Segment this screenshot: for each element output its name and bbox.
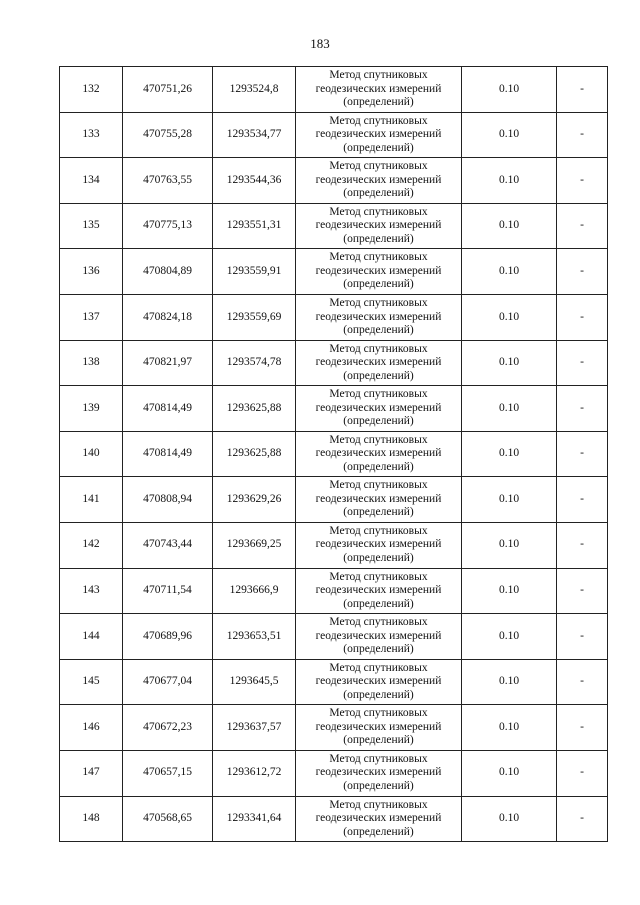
method-cell: Метод спутниковых геодезических измерений (определений): [296, 568, 462, 614]
point-number-cell: 133: [60, 112, 123, 158]
accuracy-cell: 0.10: [462, 659, 557, 705]
accuracy-cell: 0.10: [462, 568, 557, 614]
table-row: [60, 522, 608, 568]
point-number-cell: 143: [60, 568, 123, 614]
y-coordinate-cell: 1293559,69: [213, 294, 296, 340]
coordinates-table: [59, 66, 608, 842]
y-coordinate-cell: 1293612,72: [213, 750, 296, 796]
method-cell: Метод спутниковых геодезических измерений (определений): [296, 614, 462, 660]
accuracy-cell: 0.10: [462, 294, 557, 340]
table-row: [60, 249, 608, 295]
method-cell: Метод спутниковых геодезических измерений (определений): [296, 158, 462, 204]
note-cell: -: [557, 386, 608, 432]
point-number-cell: 148: [60, 796, 123, 842]
method-cell: Метод спутниковых геодезических измерений (определений): [296, 796, 462, 842]
note-cell: -: [557, 158, 608, 204]
table-row: [60, 203, 608, 249]
table-row: [60, 659, 608, 705]
y-coordinate-cell: 1293637,57: [213, 705, 296, 751]
table-row: [60, 158, 608, 204]
y-coordinate-cell: 1293341,64: [213, 796, 296, 842]
accuracy-cell: 0.10: [462, 705, 557, 751]
accuracy-cell: 0.10: [462, 340, 557, 386]
accuracy-cell: 0.10: [462, 386, 557, 432]
table-row: [60, 67, 608, 113]
accuracy-cell: 0.10: [462, 249, 557, 295]
x-coordinate-cell: 470755,28: [123, 112, 213, 158]
point-number-cell: 142: [60, 522, 123, 568]
point-number-cell: 144: [60, 614, 123, 660]
y-coordinate-cell: 1293625,88: [213, 386, 296, 432]
y-coordinate-cell: 1293653,51: [213, 614, 296, 660]
point-number-cell: 146: [60, 705, 123, 751]
x-coordinate-cell: 470568,65: [123, 796, 213, 842]
table-row: [60, 112, 608, 158]
x-coordinate-cell: 470824,18: [123, 294, 213, 340]
method-cell: Метод спутниковых геодезических измерений (определений): [296, 340, 462, 386]
accuracy-cell: 0.10: [462, 522, 557, 568]
note-cell: -: [557, 522, 608, 568]
x-coordinate-cell: 470711,54: [123, 568, 213, 614]
table-row: [60, 750, 608, 796]
note-cell: -: [557, 477, 608, 523]
accuracy-cell: 0.10: [462, 431, 557, 477]
x-coordinate-cell: 470763,55: [123, 158, 213, 204]
accuracy-cell: 0.10: [462, 477, 557, 523]
note-cell: -: [557, 705, 608, 751]
note-cell: -: [557, 249, 608, 295]
point-number-cell: 147: [60, 750, 123, 796]
coordinates-table-body: [60, 67, 608, 842]
accuracy-cell: 0.10: [462, 614, 557, 660]
note-cell: -: [557, 796, 608, 842]
table-row: [60, 431, 608, 477]
accuracy-cell: 0.10: [462, 158, 557, 204]
point-number-cell: 140: [60, 431, 123, 477]
y-coordinate-cell: 1293544,36: [213, 158, 296, 204]
y-coordinate-cell: 1293625,88: [213, 431, 296, 477]
point-number-cell: 134: [60, 158, 123, 204]
method-cell: Метод спутниковых геодезических измерений (определений): [296, 431, 462, 477]
method-cell: Метод спутниковых геодезических измерений (определений): [296, 294, 462, 340]
table-row: [60, 705, 608, 751]
x-coordinate-cell: 470672,23: [123, 705, 213, 751]
method-cell: Метод спутниковых геодезических измерений (определений): [296, 750, 462, 796]
method-cell: Метод спутниковых геодезических измерений (определений): [296, 112, 462, 158]
note-cell: -: [557, 67, 608, 113]
page-number: 183: [310, 36, 330, 51]
table-row: [60, 477, 608, 523]
x-coordinate-cell: 470689,96: [123, 614, 213, 660]
accuracy-cell: 0.10: [462, 67, 557, 113]
table-row: [60, 294, 608, 340]
point-number-cell: 135: [60, 203, 123, 249]
note-cell: -: [557, 659, 608, 705]
accuracy-cell: 0.10: [462, 750, 557, 796]
method-cell: Метод спутниковых геодезических измерений (определений): [296, 203, 462, 249]
x-coordinate-cell: 470743,44: [123, 522, 213, 568]
note-cell: -: [557, 294, 608, 340]
accuracy-cell: 0.10: [462, 203, 557, 249]
y-coordinate-cell: 1293551,31: [213, 203, 296, 249]
note-cell: -: [557, 750, 608, 796]
point-number-cell: 132: [60, 67, 123, 113]
table-row: [60, 340, 608, 386]
method-cell: Метод спутниковых геодезических измерений (определений): [296, 386, 462, 432]
note-cell: -: [557, 614, 608, 660]
table-row: [60, 568, 608, 614]
y-coordinate-cell: 1293559,91: [213, 249, 296, 295]
note-cell: -: [557, 112, 608, 158]
x-coordinate-cell: 470775,13: [123, 203, 213, 249]
point-number-cell: 141: [60, 477, 123, 523]
note-cell: -: [557, 431, 608, 477]
method-cell: Метод спутниковых геодезических измерений (определений): [296, 67, 462, 113]
method-cell: Метод спутниковых геодезических измерений (определений): [296, 705, 462, 751]
x-coordinate-cell: 470677,04: [123, 659, 213, 705]
point-number-cell: 145: [60, 659, 123, 705]
y-coordinate-cell: 1293534,77: [213, 112, 296, 158]
y-coordinate-cell: 1293666,9: [213, 568, 296, 614]
y-coordinate-cell: 1293524,8: [213, 67, 296, 113]
y-coordinate-cell: 1293669,25: [213, 522, 296, 568]
accuracy-cell: 0.10: [462, 112, 557, 158]
method-cell: Метод спутниковых геодезических измерений (определений): [296, 477, 462, 523]
y-coordinate-cell: 1293574,78: [213, 340, 296, 386]
point-number-cell: 136: [60, 249, 123, 295]
table-row: [60, 796, 608, 842]
x-coordinate-cell: 470814,49: [123, 386, 213, 432]
note-cell: -: [557, 340, 608, 386]
point-number-cell: 137: [60, 294, 123, 340]
x-coordinate-cell: 470821,97: [123, 340, 213, 386]
y-coordinate-cell: 1293645,5: [213, 659, 296, 705]
x-coordinate-cell: 470657,15: [123, 750, 213, 796]
point-number-cell: 138: [60, 340, 123, 386]
method-cell: Метод спутниковых геодезических измерений (определений): [296, 659, 462, 705]
method-cell: Метод спутниковых геодезических измерений (определений): [296, 249, 462, 295]
note-cell: -: [557, 568, 608, 614]
y-coordinate-cell: 1293629,26: [213, 477, 296, 523]
table-row: [60, 386, 608, 432]
method-cell: Метод спутниковых геодезических измерений (определений): [296, 522, 462, 568]
x-coordinate-cell: 470804,89: [123, 249, 213, 295]
x-coordinate-cell: 470814,49: [123, 431, 213, 477]
x-coordinate-cell: 470808,94: [123, 477, 213, 523]
note-cell: -: [557, 203, 608, 249]
point-number-cell: 139: [60, 386, 123, 432]
table-row: [60, 614, 608, 660]
x-coordinate-cell: 470751,26: [123, 67, 213, 113]
accuracy-cell: 0.10: [462, 796, 557, 842]
